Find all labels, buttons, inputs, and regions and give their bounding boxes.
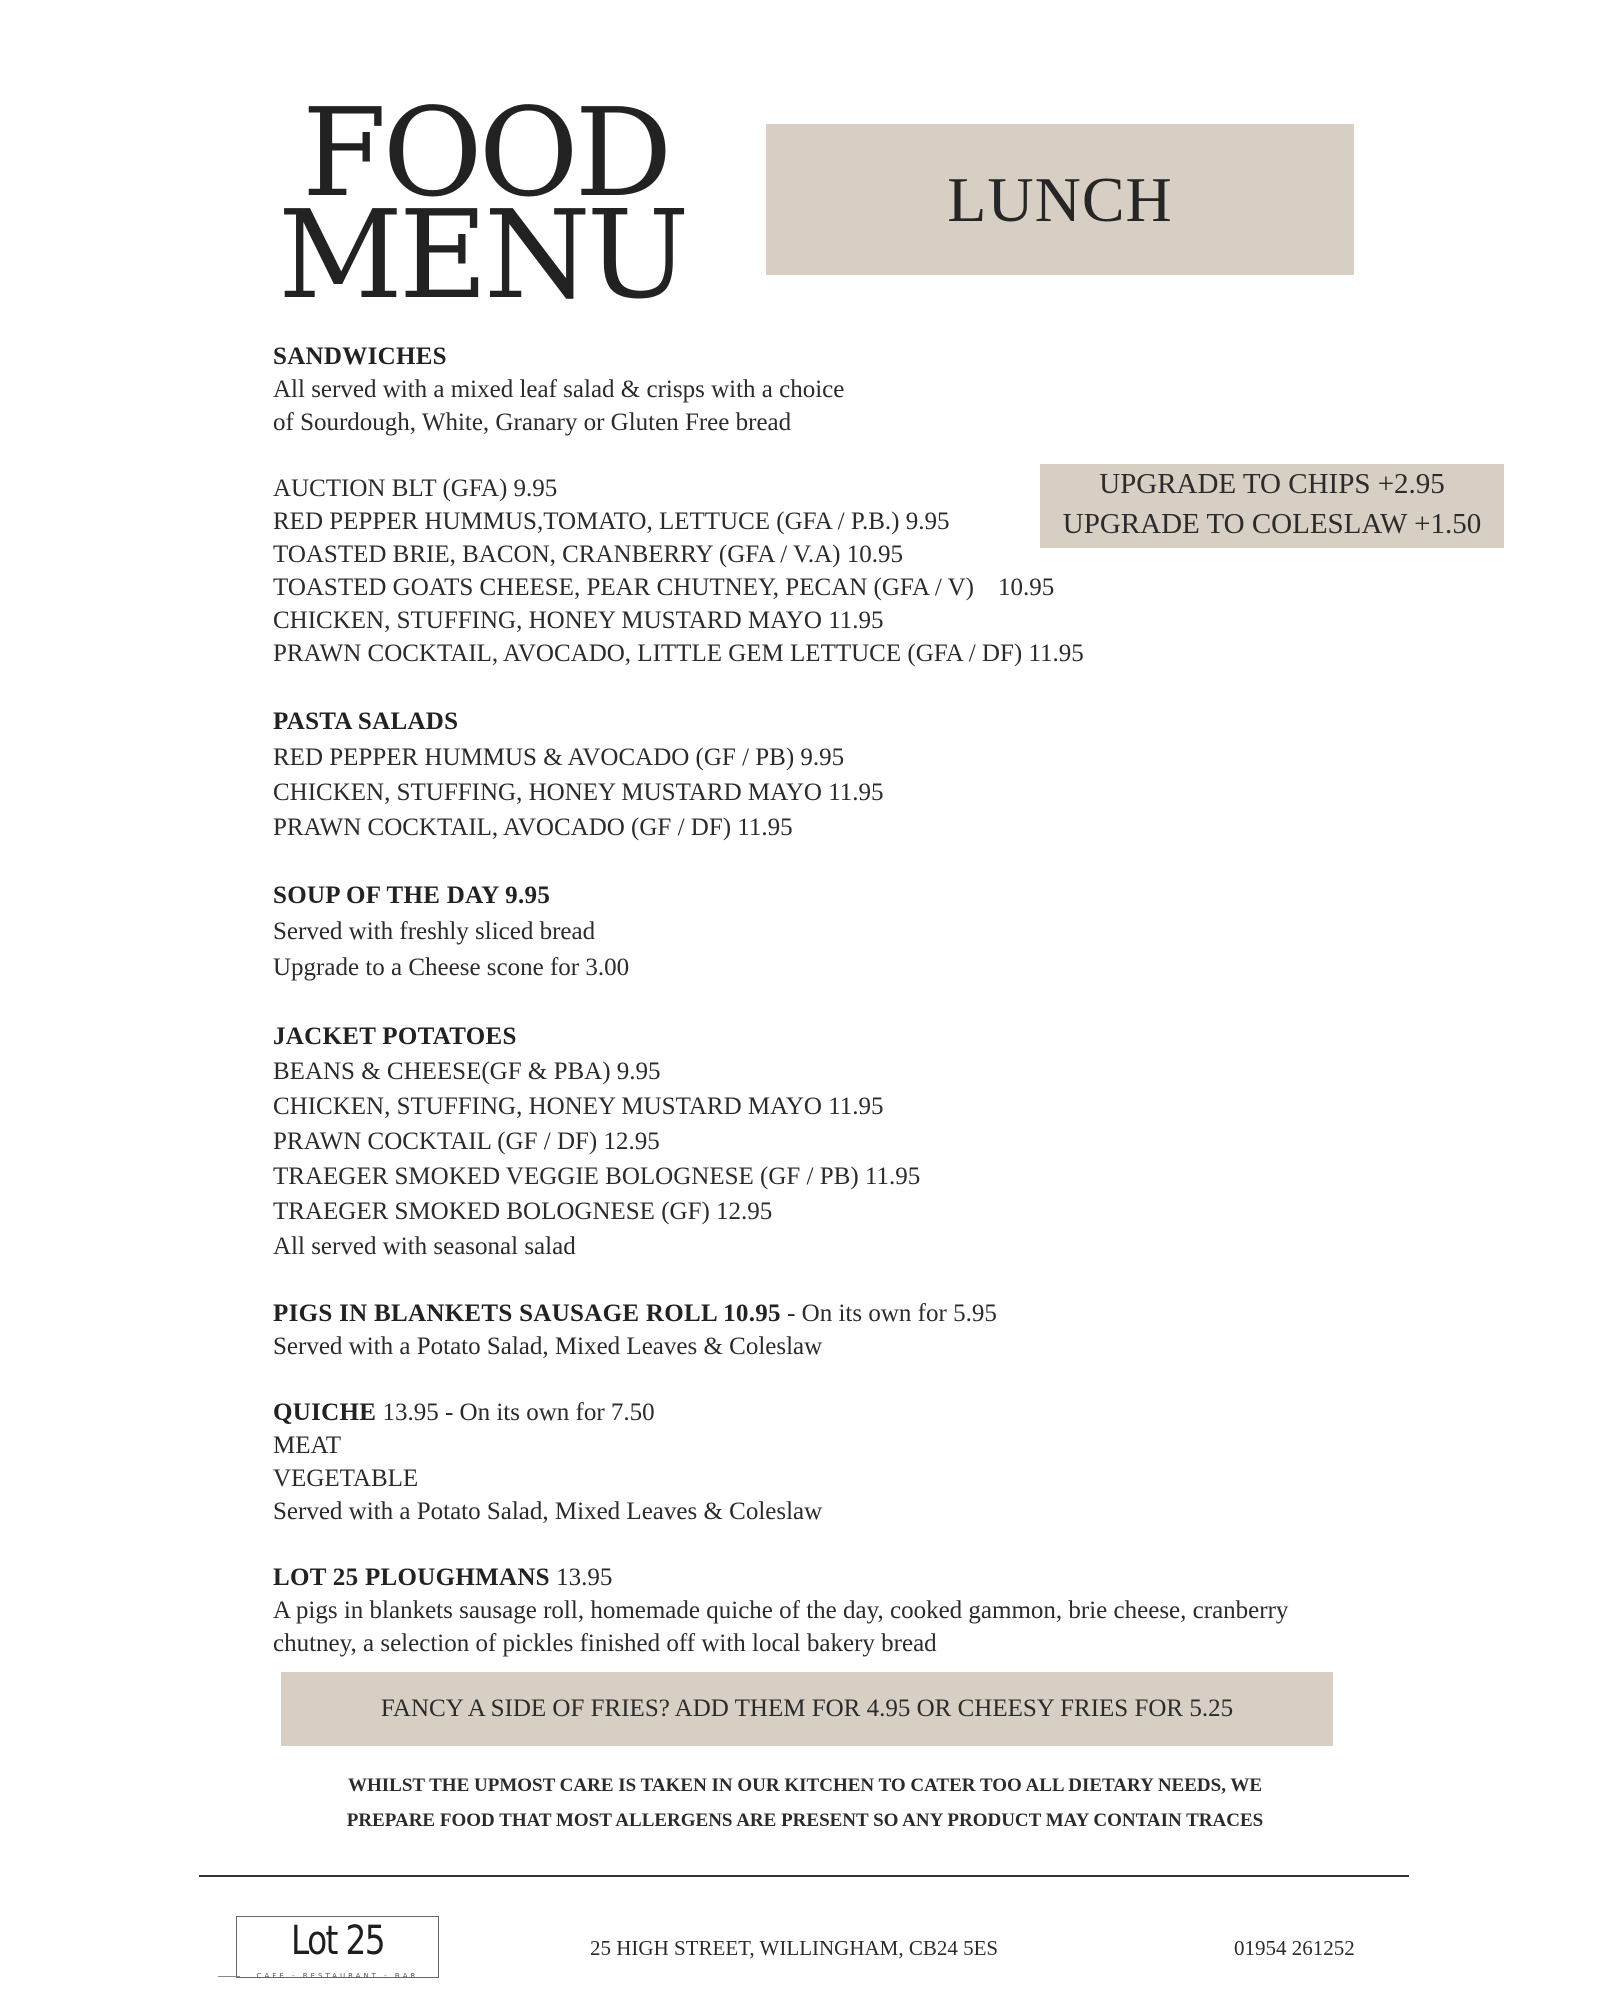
footer-phone: 01954 261252	[1234, 1936, 1355, 1960]
menu-item: CHICKEN, STUFFING, HONEY MUSTARD MAYO 11.95	[273, 607, 884, 634]
section-heading-jacket: JACKET POTATOES	[273, 1023, 517, 1050]
menu-item: TRAEGER SMOKED VEGGIE BOLOGNESE (GF / PB) 11.95	[273, 1163, 921, 1190]
title-line-food: FOOD	[302, 82, 669, 224]
lunch-label: LUNCH	[947, 163, 1173, 235]
menu-item-name: TOASTED GOATS CHEESE, PEAR CHUTNEY, PECAN (GFA / V)	[273, 574, 974, 601]
section-heading-soup: SOUP OF THE DAY 9.95	[273, 882, 551, 909]
section-heading-ploughmans: LOT 25 PLOUGHMANS	[273, 1564, 550, 1591]
menu-item: TOASTED BRIE, BACON, CRANBERRY (GFA / V.A) 10.95	[273, 541, 903, 568]
footer-address: 25 HIGH STREET, WILLINGHAM, CB24 5ES	[590, 1936, 999, 1960]
menu-item: RED PEPPER HUMMUS & AVOCADO (GF / PB) 9.95	[273, 744, 845, 771]
section-heading-quiche: QUICHE	[273, 1399, 377, 1426]
menu-item: PRAWN COCKTAIL (GF / DF) 12.95	[273, 1128, 660, 1155]
logo-wordmark: Lot 25	[291, 1918, 384, 1964]
jacket-note: All served with seasonal salad	[273, 1233, 576, 1260]
quiche-option: MEAT	[273, 1432, 342, 1459]
ploughmans-desc: A pigs in blankets sausage roll, homemade quiche of the day, cooked gammon, brie cheese, cranberry chutney, a selection of pickles finished off with local bakery bread	[273, 1597, 1289, 1657]
section-heading-pigs: PIGS IN BLANKETS SAUSAGE ROLL 10.95	[273, 1300, 781, 1327]
quiche-line: Served with a Potato Salad, Mixed Leaves & Coleslaw	[273, 1498, 823, 1525]
disclaimer-line: PREPARE FOOD THAT MOST ALLERGENS ARE PRESENT SO ANY PRODUCT MAY CONTAIN TRACES	[346, 1810, 1264, 1831]
menu-item: TRAEGER SMOKED BOLOGNESE (GF) 12.95	[273, 1198, 773, 1225]
pigs-line: Served with a Potato Salad, Mixed Leaves & Coleslaw	[273, 1333, 823, 1360]
sandwiches-desc: of Sourdough, White, Granary or Gluten Free bread	[273, 409, 792, 436]
menu-item: RED PEPPER HUMMUS,TOMATO, LETTUCE (GFA / P.B.) 9.95	[273, 508, 950, 535]
title-line-menu: MENU	[278, 184, 686, 326]
menu-item-price: 10.95	[998, 574, 1055, 601]
quiche-option: VEGETABLE	[273, 1465, 419, 1492]
logo-tagline-wrap	[236, 0, 439, 2000]
quiche-extra: 13.95 - On its own for 7.50	[376, 1399, 655, 1426]
menu-item: PRAWN COCKTAIL, AVOCADO, LITTLE GEM LETTUCE (GFA / DF) 11.95	[273, 640, 1084, 667]
soup-line: Served with freshly sliced bread	[273, 918, 596, 945]
menu-item: AUCTION BLT (GFA) 9.95	[273, 475, 558, 502]
menu-item: CHICKEN, STUFFING, HONEY MUSTARD MAYO 11.95	[273, 779, 884, 806]
disclaimer-line: WHILST THE UPMOST CARE IS TAKEN IN OUR KITCHEN TO CATER TOO ALL DIETARY NEEDS, WE	[347, 1775, 1263, 1796]
menu-item: PRAWN COCKTAIL, AVOCADO (GF / DF) 11.95	[273, 814, 793, 841]
pigs-extra: - On its own for 5.95	[780, 1300, 997, 1327]
menu-item: BEANS & CHEESE(GF & PBA) 9.95	[273, 1058, 661, 1085]
sandwiches-desc: All served with a mixed leaf salad & crisps with a choice	[273, 376, 845, 403]
lunch-banner	[766, 124, 1354, 275]
upgrade-chips: UPGRADE TO CHIPS +2.95	[1099, 468, 1445, 500]
section-heading-pasta: PASTA SALADS	[273, 708, 459, 735]
upgrade-coleslaw: UPGRADE TO COLESLAW +1.50	[1062, 508, 1482, 540]
section-heading-sandwiches: SANDWICHES	[273, 343, 447, 370]
fries-banner-text: FANCY A SIDE OF FRIES? ADD THEM FOR 4.95 OR CHEESY FRIES FOR 5.25	[380, 1695, 1234, 1722]
logo-tagline: CAFE - RESTAURANT - BAR	[256, 1972, 419, 1980]
soup-line: Upgrade to a Cheese scone for 3.00	[273, 954, 630, 981]
ploughmans-extra: 13.95	[549, 1564, 613, 1591]
menu-item: CHICKEN, STUFFING, HONEY MUSTARD MAYO 11.95	[273, 1093, 884, 1120]
